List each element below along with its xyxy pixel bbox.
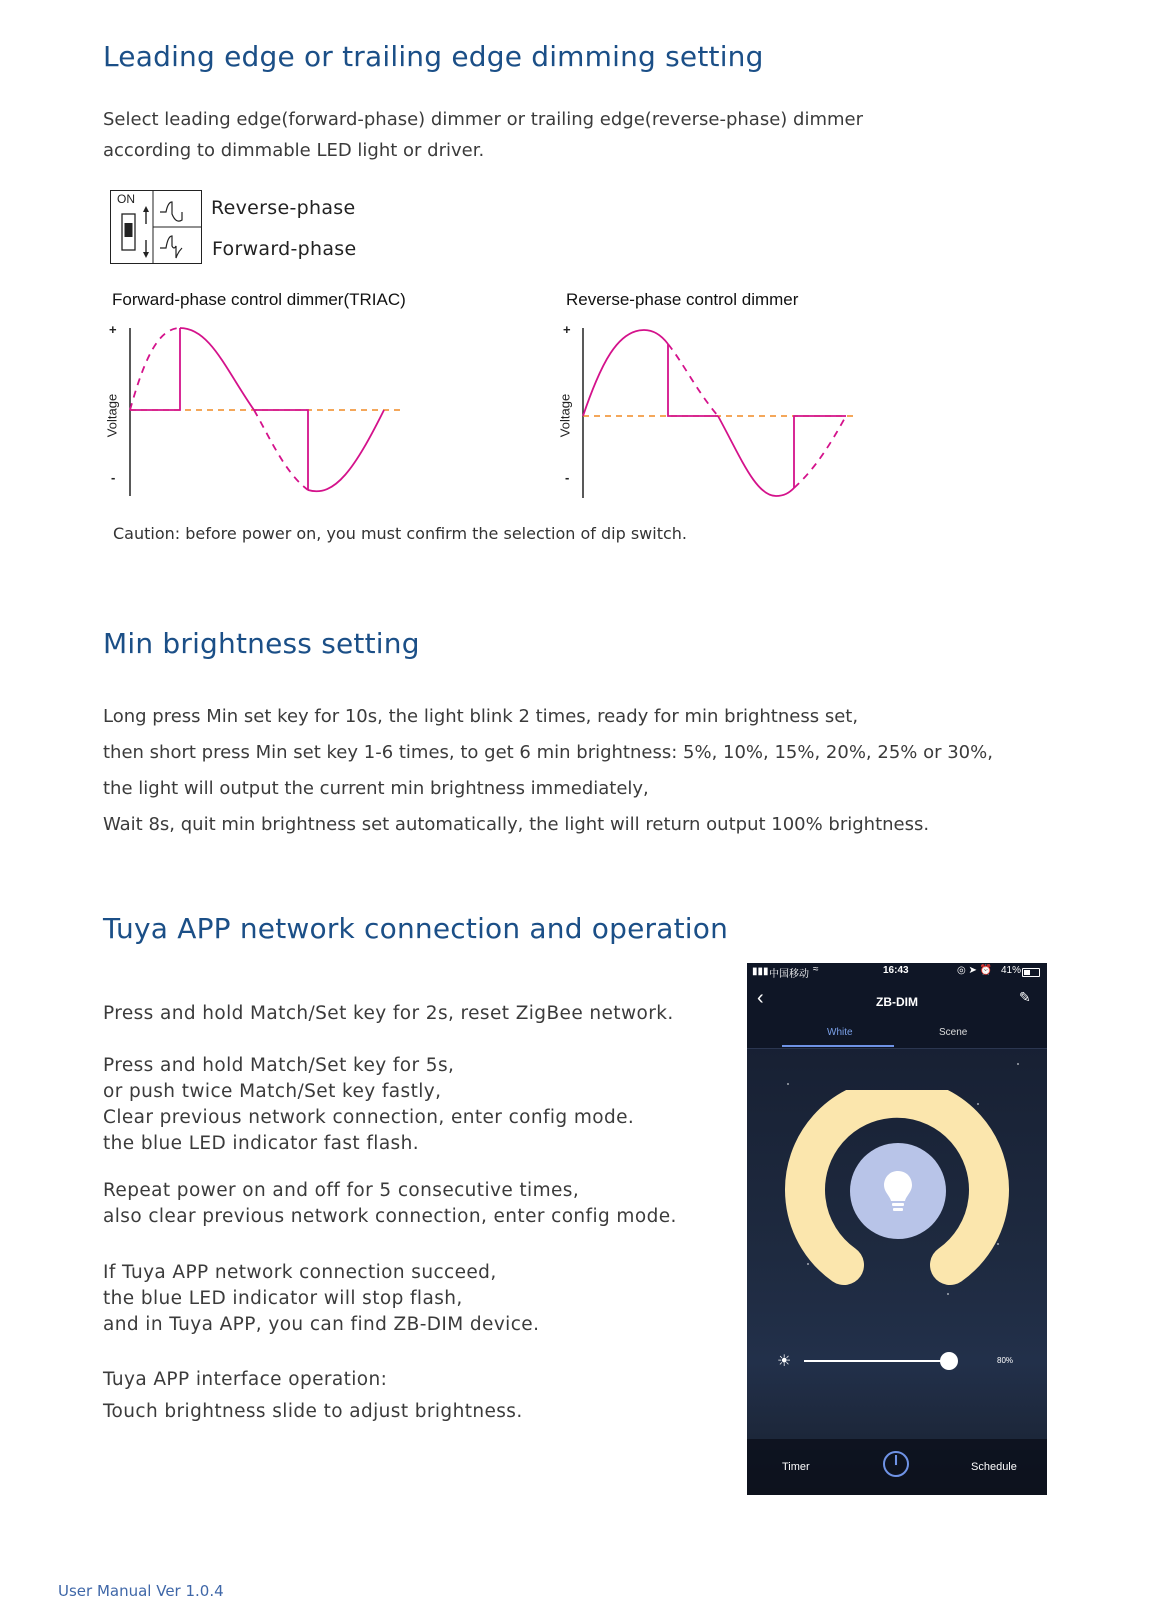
tuya-line: If Tuya APP network connection succeed, [103,1262,497,1283]
dimming-description-line: according to dimmable LED light or driver. [103,140,485,161]
reverse-plus-sign: + [563,322,571,337]
tuya-line: Press and hold Match/Set key for 5s, [103,1055,455,1076]
app-screenshot [747,963,1047,1495]
brightness-value: 80% [997,1356,1014,1365]
battery-icon [1022,968,1040,977]
back-icon[interactable]: ‹ [757,987,764,1009]
footer-version: User Manual Ver 1.0.4 [58,1582,224,1600]
min-brightness-line: then short press Min set key 1-6 times, to get 6 min brightness: 5%, 10%, 15%, 20%, 25% or 30%, [103,742,993,763]
forward-voltage-label: Voltage [104,393,120,438]
min-brightness-instructions [103,699,993,843]
tuya-line: the blue LED indicator will stop flash, [103,1288,463,1309]
alarm-icon: ◎ ➤ ⏰ [957,965,993,976]
tuya-line: Press and hold Match/Set key for 2s, reset ZigBee network. [103,1003,674,1024]
section-heading-dimming: Leading edge or trailing edge dimming setting [103,40,764,73]
dip-on-label: ON [117,192,135,206]
brightness-slider-thumb[interactable] [940,1352,958,1370]
schedule-button[interactable]: Schedule [971,1461,1017,1473]
forward-phase-waveform [100,318,420,498]
dimming-description-line: Select leading edge(forward-phase) dimmer or trailing edge(reverse-phase) dimmer [103,109,864,130]
brightness-sun-icon: ☀ [777,1353,792,1370]
carrier-name: 中国移动 [769,969,809,980]
min-brightness-line: the light will output the current min brightness immediately, [103,778,649,799]
tuya-line: also clear previous network connection, enter config mode. [103,1206,677,1227]
forward-wave-icon [160,236,182,258]
tuya-line: Clear previous network connection, enter config mode. [103,1107,635,1128]
reverse-phase-waveform [556,318,876,502]
forward-chart-title: Forward-phase control dimmer(TRIAC) [112,290,406,309]
clock: 16:43 [883,965,909,976]
tuya-line: the blue LED indicator fast flash. [103,1133,420,1154]
dimming-description [103,104,863,166]
signal-icon: ▮▮▮ [752,966,769,977]
tuya-line: or push twice Match/Set key fastly, [103,1081,442,1102]
timer-button[interactable]: Timer [782,1461,810,1473]
tab-underline [782,1045,894,1047]
reverse-phase-label: Reverse-phase [211,197,356,219]
brightness-slider-track[interactable] [804,1360,954,1362]
tuya-config-paragraph [103,1053,634,1157]
tuya-power-cycle-paragraph [103,1178,677,1230]
app-bottom-bar [747,1439,1047,1495]
device-title: ZB-DIM [876,995,918,1009]
caution-note: Caution: before power on, you must confirm the selection of dip switch. [113,524,687,543]
tab-scene[interactable]: Scene [939,1027,968,1038]
power-icon[interactable] [883,1451,909,1477]
lightbulb-icon [882,1169,914,1215]
bulb-button[interactable] [850,1143,946,1239]
tuya-reset-paragraph [103,1001,674,1027]
status-bar [747,963,1047,981]
edit-icon[interactable]: ✎ [1019,989,1031,1005]
tuya-interface-paragraph [103,1364,523,1428]
tuya-line: and in Tuya APP, you can find ZB-DIM device. [103,1314,540,1335]
tab-white[interactable]: White [827,1027,853,1038]
section-heading-tuya: Tuya APP network connection and operation [103,912,729,945]
forward-plus-sign: + [109,322,117,337]
forward-phase-label: Forward-phase [212,238,357,260]
tuya-line: Touch brightness slide to adjust brightness. [103,1401,523,1422]
tuya-line: Repeat power on and off for 5 consecutive times, [103,1180,580,1201]
tab-divider [747,1048,1047,1049]
wifi-icon: ≈ [813,964,819,975]
tuya-line: Tuya APP interface operation: [103,1369,388,1390]
battery-percent: 41% [1001,965,1022,976]
min-brightness-line: Long press Min set key for 10s, the light blink 2 times, ready for min brightness set, [103,706,859,727]
reverse-wave-icon [160,202,182,221]
section-heading-min-brightness: Min brightness setting [103,627,420,660]
reverse-minus-sign: - [565,470,570,485]
reverse-chart-title: Reverse-phase control dimmer [566,290,799,309]
tuya-success-paragraph [103,1260,539,1338]
min-brightness-line: Wait 8s, quit min brightness set automatically, the light will return output 100% brightness. [103,814,930,835]
forward-minus-sign: - [111,470,116,485]
reverse-voltage-label: Voltage [557,393,573,438]
